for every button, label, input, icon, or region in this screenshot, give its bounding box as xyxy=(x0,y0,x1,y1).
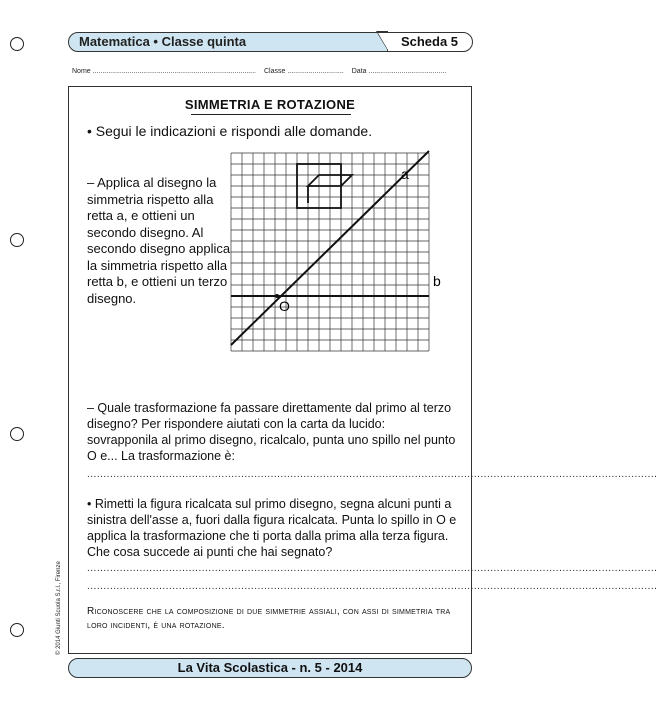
punch-hole-upper xyxy=(10,233,24,247)
point-o-label: O xyxy=(279,298,290,314)
symmetry-grid-figure xyxy=(231,153,441,351)
date-label: Data xyxy=(351,68,367,75)
answer-line-2[interactable]: .............................................................................................................................................................................. xyxy=(87,563,657,574)
punch-hole-lower xyxy=(10,427,24,441)
answer-line-3[interactable]: .............................................................................................................................................................................. xyxy=(87,581,657,592)
student-info-row xyxy=(72,68,472,75)
subject-label: Matematica • Classe quinta xyxy=(79,34,247,49)
question-transformation: – Quale trasformazione fa passare direttamente dal primo al terzo disegno? Per rispondere aiutati con la carta da lucido: sovrapponila al primo disegno, ricalcalo, punta uno spillo nel punto O e... La trasformazione è: xyxy=(87,401,456,463)
class-label: Classe xyxy=(263,68,286,75)
class-dots[interactable]: ............................. xyxy=(287,68,344,75)
magazine-label: La Vita Scolastica - n. 5 - 2014 xyxy=(177,660,363,675)
axis-a-label: a xyxy=(401,166,409,182)
title-underline xyxy=(191,114,351,115)
grid-lines xyxy=(231,153,429,351)
name-label: Nome xyxy=(72,68,91,75)
axis-b-label: b xyxy=(433,273,441,289)
worksheet-frame xyxy=(68,86,657,654)
punch-hole-bottom xyxy=(10,623,24,637)
instruction-bullet-2: • Rimetti la figura ricalcata sul primo disegno, segna alcuni punti a sinistra dell'asse a, fuori dalla figura ricalcata. Punta lo spillo in O e applica la trasformazione che ti porta dalla prima alla terza figura. Che cosa succede ai punti che hai segnato? xyxy=(87,497,457,559)
punch-hole-top xyxy=(10,37,24,51)
sheet-tab: Scheda 5 xyxy=(387,32,473,52)
name-dots[interactable]: .................................................................................... xyxy=(92,68,257,75)
footer-banner xyxy=(68,658,472,678)
answer-line-1[interactable]: .............................................................................................................................................................................. xyxy=(87,469,657,480)
learning-objective: Riconoscere che la composizione di due simmetrie assiali, con assi di simmetria tra loro incidenti, è una rotazione. xyxy=(87,606,451,631)
instruction-bullet-1: • Segui le indicazioni e rispondi alle domande. xyxy=(87,123,373,139)
instruction-symmetry: – Applica al disegno la simmetria rispetto alla retta a, e ottieni un secondo disegno. Al secondo disegno applica la simmetria rispetto alla retta b, e ottieni un terzo disegno. xyxy=(87,175,231,306)
page-title: SIMMETRIA E ROTAZIONE xyxy=(184,97,356,112)
copyright-notice: © 2014 Giunti Scuola S.r.l., Firenze xyxy=(56,561,62,655)
header-banner xyxy=(68,32,472,52)
date-dots[interactable]: ........................................ xyxy=(368,68,447,75)
